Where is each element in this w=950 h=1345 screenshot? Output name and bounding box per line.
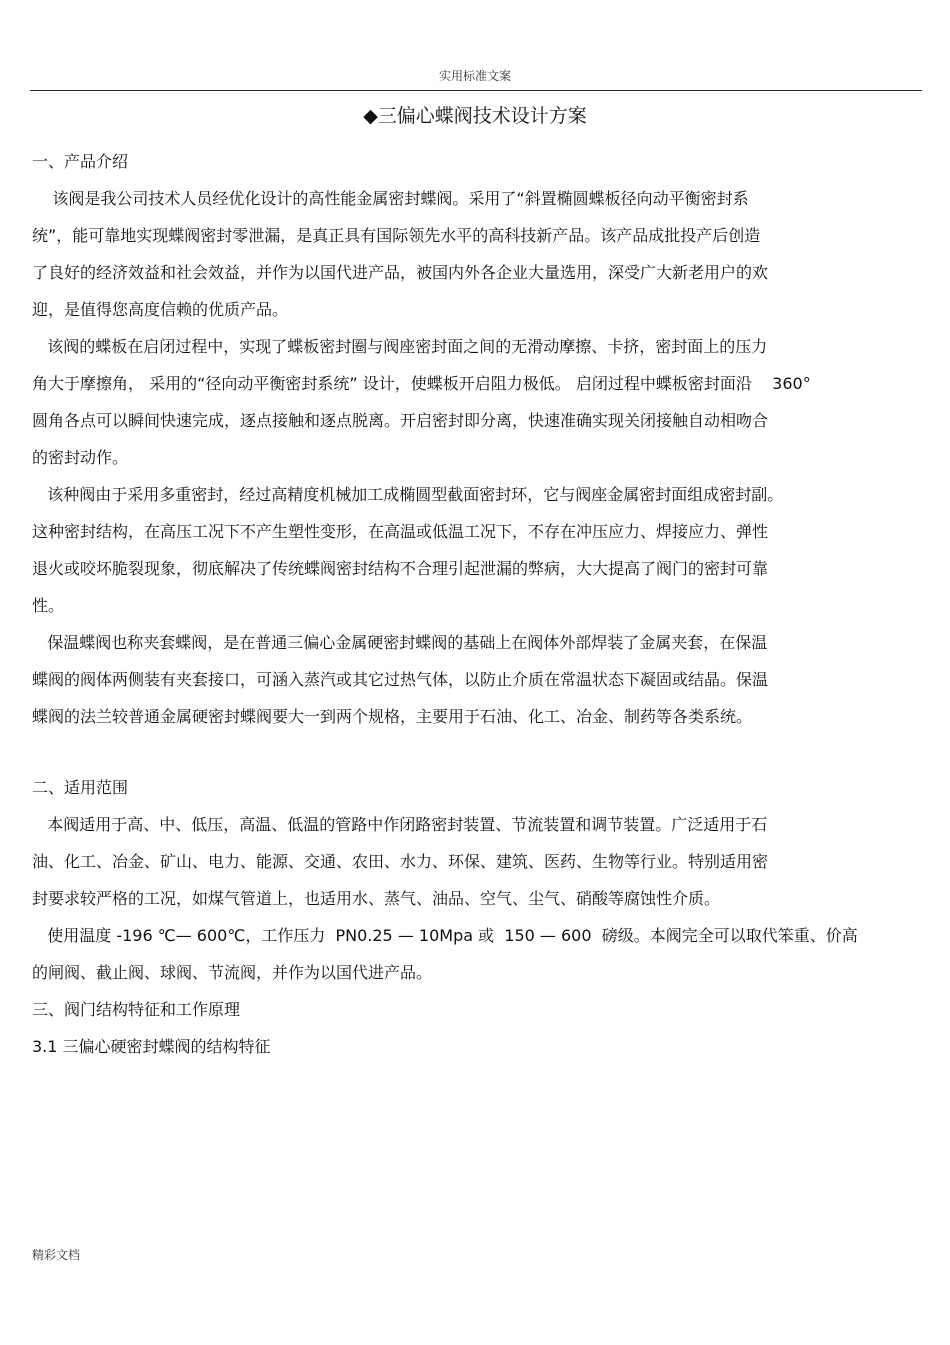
paragraph-line: 了良好的经济效益和社会效益，并作为以国代进产品，被国内外各企业大量选用，深受广大新老用户的欢 [32, 263, 769, 282]
paragraph-line: 统”，能可靠地实现蝶阀密封零泄漏，是真正具有国际领先水平的高科技新产品。该产品成批投产后创造 [32, 226, 761, 245]
document-body [32, 143, 907, 1065]
paragraph-line: 的闸阀、截止阀、球阀、节流阀，并作为以国代进产品。 [32, 963, 433, 982]
paragraph-line: 迎，是值得您高度信赖的优质产品。 [32, 300, 289, 319]
document-title: ◆三偏心蝶阀技术设计方案 [363, 105, 587, 127]
paragraph-line: 圆角各点可以瞬间快速完成，逐点接触和逐点脱离。开启密封即分离，快速准确实现关闭接触自动相吻合 [32, 411, 769, 430]
page-footer: 精彩文档 [32, 1248, 81, 1262]
section-heading-structure: 三、阀门结构特征和工作原理 [32, 1000, 241, 1019]
section-heading-scope: 二、适用范围 [32, 778, 129, 797]
paragraph-line: 角大于摩擦角， 采用的“径向动平衡密封系统” 设计，使蝶板开启阻力极低。 启闭过程中蝶板密封面沿 360° [32, 374, 811, 393]
paragraph-line: 油、化工、冶金、矿山、电力、能源、交通、农田、水力、环保、建筑、医药、生物等行业。特别适用密 [32, 852, 769, 871]
paragraph-line: 封要求较严格的工况，如煤气管道上，也适用水、蒸气、油品、空气、尘气、硝酸等腐蚀性介质。 [32, 889, 721, 908]
paragraph-line: 该种阀由于采用多重密封，经过高精度机械加工成椭圆型截面密封环，它与阀座金属密封面组成密封副。 [32, 485, 784, 504]
section-spacer [32, 735, 907, 769]
paragraph-line: 的密封动作。 [32, 448, 129, 467]
paragraph-line: 蝶阀的阀体两侧装有夹套接口，可涵入蒸汽或其它过热气体，以防止介质在常温状态下凝固或结晶。保温 [32, 670, 769, 689]
paragraph-line: 这种密封结构，在高压工况下不产生塑性变形，在高温或低温工况下，不存在冲压应力、焊接应力、弹性 [32, 522, 769, 541]
paragraph-line: 使用温度 -196 ℃— 600℃，工作压力 PN0.25 — 10Mpa 或 150 — 600 磅级。本阀完全可以取代笨重、价高 [32, 926, 858, 945]
section-heading-product-intro: 一、产品介绍 [32, 152, 129, 171]
paragraph-line: 该阀是我公司技术人员经优化设计的高性能金属密封蝶阀。采用了“斜置椭圆蝶板径向动平衡密封系 [32, 189, 749, 208]
page-header: 实用标准文案 [438, 69, 511, 83]
paragraph-line: 保温蝶阀也称夹套蝶阀，是在普通三偏心金属硬密封蝶阀的基础上在阀体外部焊装了金属夹套，在保温 [32, 633, 768, 652]
paragraph-line: 退火或咬坏脆裂现象，彻底解决了传统蝶阀密封结构不合理引起泄漏的弊病，大大提高了阀门的密封可靠 [32, 559, 769, 578]
paragraph-line: 蝶阀的法兰较普通金属硬密封蝶阀要大一到两个规格，主要用于石油、化工、冶金、制药等各类系统。 [32, 707, 753, 726]
paragraph-line: 性。 [32, 596, 65, 615]
paragraph-line: 本阀适用于高、中、低压，高温、低温的管路中作闭路密封装置、节流装置和调节装置。广泛适用于石 [32, 815, 768, 834]
header-rule [30, 90, 922, 91]
paragraph-line: 该阀的蝶板在启闭过程中，实现了蝶板密封圈与阀座密封面之间的无滑动摩擦、卡挤，密封面上的压力 [32, 337, 768, 356]
subsection-heading-3-1: 3.1 三偏心硬密封蝶阀的结构特征 [32, 1037, 271, 1056]
